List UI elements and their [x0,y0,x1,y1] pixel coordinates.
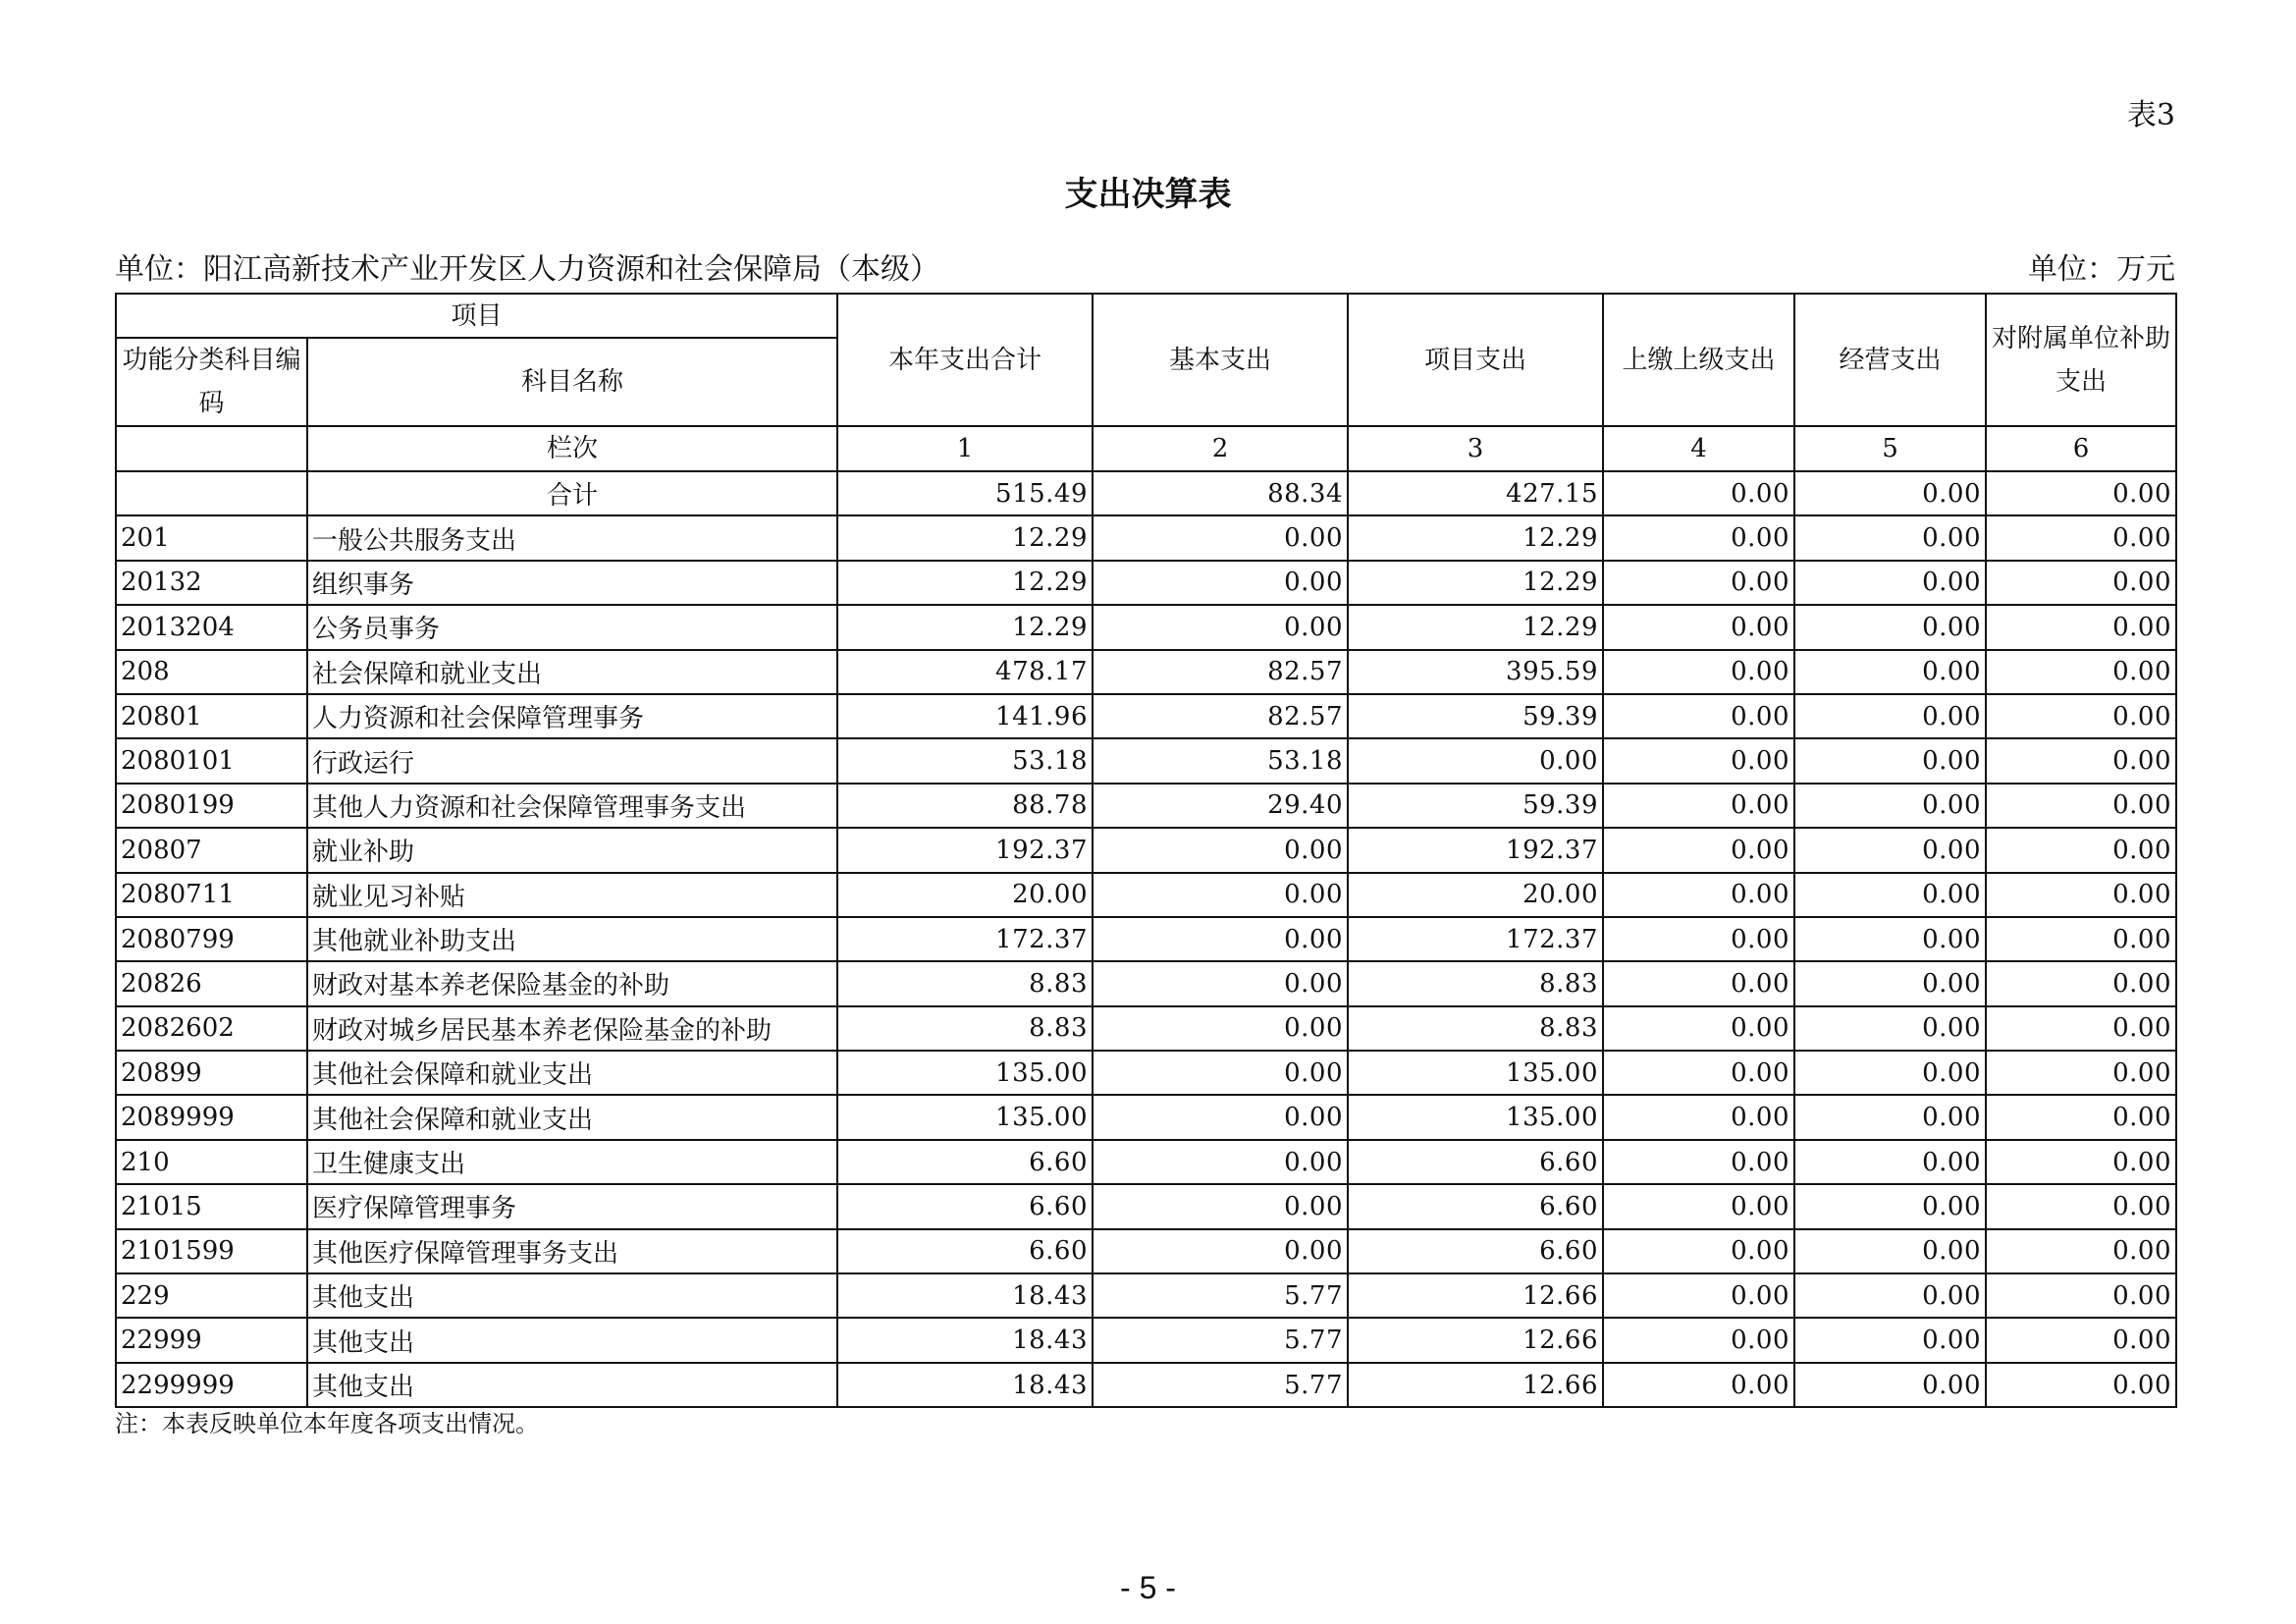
row-value-4: 0.00 [1603,650,1794,694]
row-value-5: 0.00 [1794,917,1986,961]
row-value-4: 0.00 [1603,1318,1794,1362]
row-value-5: 0.00 [1794,1363,1986,1407]
row-value-6: 0.00 [1986,605,2176,649]
row-value-1: 6.60 [837,1229,1093,1273]
table-row [116,1363,2176,1407]
row-value-1: 12.29 [837,515,1093,560]
row-value-1: 135.00 [837,1051,1093,1095]
row-value-6: 0.00 [1986,1184,2176,1228]
row-value-3: 172.37 [1348,917,1603,961]
row-value-4: 0.00 [1603,694,1794,738]
table-row [116,1318,2176,1362]
row-value-3: 59.39 [1348,784,1603,828]
row-name: 社会保障和就业支出 [307,650,837,694]
row-value-5: 0.00 [1794,738,1986,783]
row-value-1: 6.60 [837,1184,1093,1228]
row-code: 20132 [116,561,307,605]
row-value-6: 0.00 [1986,828,2176,872]
row-value-1: 192.37 [837,828,1093,872]
row-value-6: 0.00 [1986,917,2176,961]
table-row [116,738,2176,783]
row-value-3: 6.60 [1348,1184,1603,1228]
row-name: 就业补助 [307,828,837,872]
row-value-5: 0.00 [1794,828,1986,872]
row-value-1: 18.43 [837,1363,1093,1407]
header-item-group: 项目 [116,294,837,338]
row-value-3: 6.60 [1348,1229,1603,1273]
row-value-6: 0.00 [1986,694,2176,738]
row-value-5: 0.00 [1794,1051,1986,1095]
row-value-3: 59.39 [1348,694,1603,738]
row-value-2: 0.00 [1093,515,1348,560]
header-name: 科目名称 [307,338,837,426]
row-value-5: 0.00 [1794,1006,1986,1051]
header-index-5: 5 [1794,426,1986,471]
row-value-2: 0.00 [1093,605,1348,649]
header-index-4: 4 [1603,426,1794,471]
row-name: 其他就业补助支出 [307,917,837,961]
row-value-4: 0.00 [1603,1095,1794,1139]
row-value-6: 0.00 [1986,1273,2176,1318]
header-row-index [116,426,2176,471]
row-value-4: 0.00 [1603,561,1794,605]
row-value-1: 172.37 [837,917,1093,961]
row-value-2: 0.00 [1093,917,1348,961]
row-value-2: 0.00 [1093,1051,1348,1095]
row-value-2: 0.00 [1093,1229,1348,1273]
row-value-5: 0.00 [1794,1140,1986,1184]
total-value-1: 515.49 [837,471,1093,515]
total-value-6: 0.00 [1986,471,2176,515]
header-index-1: 1 [837,426,1093,471]
footnote: 注：本表反映单位本年度各项支出情况。 [115,1410,539,1437]
total-value-2: 88.34 [1093,471,1348,515]
row-value-1: 141.96 [837,694,1093,738]
row-code: 22999 [116,1318,307,1362]
row-name: 其他支出 [307,1363,837,1407]
row-value-6: 0.00 [1986,784,2176,828]
table-row [116,961,2176,1005]
row-name: 一般公共服务支出 [307,515,837,560]
row-name: 其他社会保障和就业支出 [307,1051,837,1095]
table-row [116,917,2176,961]
row-name: 其他支出 [307,1273,837,1318]
row-value-2: 82.57 [1093,694,1348,738]
total-label: 合计 [307,471,837,515]
row-code: 20899 [116,1051,307,1095]
row-value-5: 0.00 [1794,1184,1986,1228]
header-col-project: 项目支出 [1348,294,1603,426]
row-value-4: 0.00 [1603,1006,1794,1051]
row-value-5: 0.00 [1794,1229,1986,1273]
table-row [116,784,2176,828]
row-value-1: 135.00 [837,1095,1093,1139]
row-value-4: 0.00 [1603,828,1794,872]
row-code: 2082602 [116,1006,307,1051]
table-row [116,650,2176,694]
row-code: 2089999 [116,1095,307,1139]
total-row [116,471,2176,515]
table-row [116,694,2176,738]
currency-unit-label: 单位：万元 [2028,252,2175,287]
row-value-3: 8.83 [1348,961,1603,1005]
total-value-3: 427.15 [1348,471,1603,515]
row-name: 其他医疗保障管理事务支出 [307,1229,837,1273]
row-value-4: 0.00 [1603,1273,1794,1318]
row-value-5: 0.00 [1794,605,1986,649]
row-value-6: 0.00 [1986,1006,2176,1051]
row-code: 208 [116,650,307,694]
row-value-6: 0.00 [1986,1363,2176,1407]
row-value-3: 12.66 [1348,1363,1603,1407]
row-value-6: 0.00 [1986,1051,2176,1095]
row-value-6: 0.00 [1986,738,2176,783]
row-value-4: 0.00 [1603,1184,1794,1228]
row-value-3: 12.29 [1348,605,1603,649]
row-name: 财政对基本养老保险基金的补助 [307,961,837,1005]
row-code: 2080711 [116,873,307,917]
row-value-1: 12.29 [837,605,1093,649]
row-name: 其他支出 [307,1318,837,1362]
row-value-2: 0.00 [1093,1184,1348,1228]
header-code: 功能分类科目编码 [116,338,307,426]
header-index-label: 栏次 [307,426,837,471]
row-value-4: 0.00 [1603,1229,1794,1273]
table-row [116,515,2176,560]
table-row [116,1273,2176,1318]
row-value-5: 0.00 [1794,961,1986,1005]
row-value-1: 53.18 [837,738,1093,783]
table-row [116,1051,2176,1095]
row-value-3: 395.59 [1348,650,1603,694]
row-value-4: 0.00 [1603,1051,1794,1095]
row-code: 20801 [116,694,307,738]
table-row [116,1006,2176,1051]
row-value-4: 0.00 [1603,1140,1794,1184]
row-code: 2299999 [116,1363,307,1407]
row-value-2: 0.00 [1093,1006,1348,1051]
row-value-6: 0.00 [1986,961,2176,1005]
total-value-4: 0.00 [1603,471,1794,515]
row-value-2: 0.00 [1093,561,1348,605]
row-name: 组织事务 [307,561,837,605]
row-value-3: 192.37 [1348,828,1603,872]
row-value-3: 8.83 [1348,1006,1603,1051]
row-name: 人力资源和社会保障管理事务 [307,694,837,738]
row-value-2: 5.77 [1093,1318,1348,1362]
row-value-6: 0.00 [1986,1140,2176,1184]
row-code: 201 [116,515,307,560]
row-value-5: 0.00 [1794,1095,1986,1139]
row-value-4: 0.00 [1603,784,1794,828]
row-value-4: 0.00 [1603,1363,1794,1407]
row-code: 210 [116,1140,307,1184]
row-value-3: 12.29 [1348,515,1603,560]
table-row [116,1095,2176,1139]
row-value-5: 0.00 [1794,1273,1986,1318]
table-row [116,605,2176,649]
header-col-remit-superior: 上缴上级支出 [1603,294,1794,426]
row-value-3: 12.66 [1348,1318,1603,1362]
total-code-cell [116,471,307,515]
header-index-empty [116,426,307,471]
row-value-2: 53.18 [1093,738,1348,783]
row-value-3: 6.60 [1348,1140,1603,1184]
row-value-1: 8.83 [837,961,1093,1005]
row-code: 2080199 [116,784,307,828]
row-value-3: 12.66 [1348,1273,1603,1318]
header-col-total: 本年支出合计 [837,294,1093,426]
row-value-3: 135.00 [1348,1095,1603,1139]
row-value-2: 29.40 [1093,784,1348,828]
row-value-2: 5.77 [1093,1363,1348,1407]
row-value-4: 0.00 [1603,873,1794,917]
row-value-5: 0.00 [1794,561,1986,605]
row-value-2: 0.00 [1093,961,1348,1005]
row-name: 公务员事务 [307,605,837,649]
table-row [116,1184,2176,1228]
row-value-2: 0.00 [1093,1140,1348,1184]
row-code: 21015 [116,1184,307,1228]
table-row [116,873,2176,917]
row-value-6: 0.00 [1986,1095,2176,1139]
header-index-3: 3 [1348,426,1603,471]
row-name: 医疗保障管理事务 [307,1184,837,1228]
organization-label: 单位：阳江高新技术产业开发区人力资源和社会保障局（本级） [115,252,939,287]
row-value-3: 0.00 [1348,738,1603,783]
row-value-3: 135.00 [1348,1051,1603,1095]
row-name: 卫生健康支出 [307,1140,837,1184]
row-value-2: 82.57 [1093,650,1348,694]
row-value-6: 0.00 [1986,1229,2176,1273]
row-value-4: 0.00 [1603,605,1794,649]
row-value-1: 6.60 [837,1140,1093,1184]
row-value-4: 0.00 [1603,917,1794,961]
row-value-1: 478.17 [837,650,1093,694]
row-value-1: 18.43 [837,1273,1093,1318]
row-value-6: 0.00 [1986,1318,2176,1362]
header-col-subsidiary-subsidy: 对附属单位补助支出 [1986,294,2176,426]
row-name: 其他人力资源和社会保障管理事务支出 [307,784,837,828]
row-value-2: 5.77 [1093,1273,1348,1318]
row-value-5: 0.00 [1794,650,1986,694]
table-row [116,828,2176,872]
row-value-2: 0.00 [1093,873,1348,917]
row-code: 20807 [116,828,307,872]
row-value-6: 0.00 [1986,650,2176,694]
table-number-label: 表3 [2126,98,2175,133]
row-name: 就业见习补贴 [307,873,837,917]
total-value-5: 0.00 [1794,471,1986,515]
expenditure-table [115,293,2177,1408]
header-row-group [116,294,2176,338]
row-value-1: 20.00 [837,873,1093,917]
table-row [116,1229,2176,1273]
table-row [116,561,2176,605]
row-code: 2101599 [116,1229,307,1273]
row-value-6: 0.00 [1986,515,2176,560]
row-value-4: 0.00 [1603,515,1794,560]
row-value-3: 20.00 [1348,873,1603,917]
row-value-3: 12.29 [1348,561,1603,605]
row-value-5: 0.00 [1794,873,1986,917]
row-value-5: 0.00 [1794,784,1986,828]
header-index-2: 2 [1093,426,1348,471]
row-value-4: 0.00 [1603,961,1794,1005]
row-value-6: 0.00 [1986,561,2176,605]
row-code: 2013204 [116,605,307,649]
row-name: 其他社会保障和就业支出 [307,1095,837,1139]
row-value-1: 18.43 [837,1318,1093,1362]
row-code: 2080799 [116,917,307,961]
row-value-1: 88.78 [837,784,1093,828]
row-value-5: 0.00 [1794,515,1986,560]
header-index-6: 6 [1986,426,2176,471]
page-number: - 5 - [1120,1570,1176,1605]
page-title: 支出决算表 [1064,175,1232,214]
row-code: 2080101 [116,738,307,783]
row-value-5: 0.00 [1794,1318,1986,1362]
row-name: 财政对城乡居民基本养老保险基金的补助 [307,1006,837,1051]
row-value-1: 12.29 [837,561,1093,605]
row-name: 行政运行 [307,738,837,783]
table-row [116,1140,2176,1184]
header-col-basic: 基本支出 [1093,294,1348,426]
row-value-4: 0.00 [1603,738,1794,783]
row-value-2: 0.00 [1093,1095,1348,1139]
row-value-1: 8.83 [837,1006,1093,1051]
row-value-2: 0.00 [1093,828,1348,872]
row-code: 20826 [116,961,307,1005]
row-code: 229 [116,1273,307,1318]
row-value-5: 0.00 [1794,694,1986,738]
header-col-operating: 经营支出 [1794,294,1986,426]
row-value-6: 0.00 [1986,873,2176,917]
